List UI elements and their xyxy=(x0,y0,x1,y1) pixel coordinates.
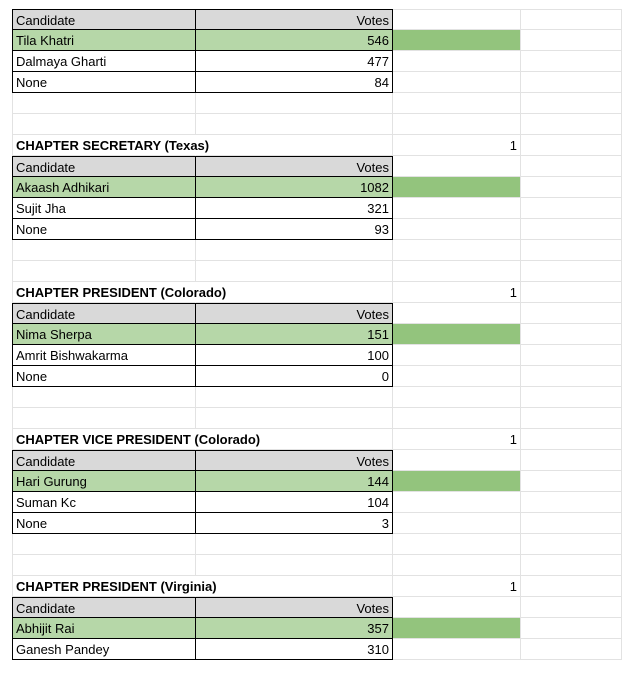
winner-marker-cell[interactable] xyxy=(393,177,521,198)
winner-marker-cell[interactable] xyxy=(393,30,521,51)
blank-row xyxy=(0,240,641,261)
empty-cell[interactable] xyxy=(393,513,521,534)
empty-cell[interactable] xyxy=(196,555,393,576)
empty-cell[interactable] xyxy=(12,534,196,555)
votes-cell[interactable]: 310 xyxy=(196,639,393,660)
empty-cell[interactable] xyxy=(393,219,521,240)
empty-cell[interactable] xyxy=(393,387,521,408)
candidate-name-cell[interactable]: Tila Khatri xyxy=(12,30,196,51)
table-row xyxy=(0,345,641,366)
table-header-row xyxy=(0,9,641,30)
votes-cell[interactable]: 100 xyxy=(196,345,393,366)
empty-cell[interactable] xyxy=(393,156,521,177)
empty-cell[interactable] xyxy=(521,51,622,72)
empty-cell[interactable] xyxy=(521,429,622,450)
votes-header-cell[interactable]: Votes xyxy=(196,156,393,177)
candidate-name-cell[interactable]: Akaash Adhikari xyxy=(12,177,196,198)
empty-cell[interactable] xyxy=(393,9,521,30)
candidate-name-cell[interactable]: None xyxy=(12,366,196,387)
winner-row xyxy=(0,30,641,51)
section-title[interactable]: CHAPTER VICE PRESIDENT (Colorado) xyxy=(12,429,196,450)
votes-cell[interactable]: 3 xyxy=(196,513,393,534)
empty-cell[interactable] xyxy=(521,513,622,534)
votes-cell[interactable]: 477 xyxy=(196,51,393,72)
empty-cell[interactable] xyxy=(393,51,521,72)
empty-cell[interactable] xyxy=(12,555,196,576)
empty-cell[interactable] xyxy=(393,114,521,135)
candidate-header-cell[interactable]: Candidate xyxy=(12,9,196,30)
empty-cell[interactable] xyxy=(521,534,622,555)
empty-cell[interactable] xyxy=(196,240,393,261)
candidate-name-cell[interactable]: Ganesh Pandey xyxy=(12,639,196,660)
empty-cell[interactable] xyxy=(393,639,521,660)
section-title[interactable]: CHAPTER PRESIDENT (Colorado) xyxy=(12,282,196,303)
empty-cell[interactable] xyxy=(521,387,622,408)
blank-row xyxy=(0,93,641,114)
empty-cell[interactable] xyxy=(393,597,521,618)
empty-cell[interactable] xyxy=(521,135,622,156)
section-title-row xyxy=(0,576,641,597)
votes-header-cell[interactable]: Votes xyxy=(196,597,393,618)
empty-cell[interactable] xyxy=(196,534,393,555)
candidate-name-cell[interactable]: Nima Sherpa xyxy=(12,324,196,345)
section-flag-cell[interactable]: 1 xyxy=(393,576,521,597)
empty-cell[interactable] xyxy=(521,408,622,429)
winner-marker-cell[interactable] xyxy=(393,618,521,639)
blank-row xyxy=(0,387,641,408)
candidate-header-cell[interactable]: Candidate xyxy=(12,303,196,324)
empty-cell[interactable] xyxy=(393,408,521,429)
empty-cell[interactable] xyxy=(393,534,521,555)
empty-cell[interactable] xyxy=(12,408,196,429)
candidate-name-cell[interactable]: None xyxy=(12,513,196,534)
votes-cell[interactable]: 357 xyxy=(196,618,393,639)
votes-header-cell[interactable]: Votes xyxy=(196,9,393,30)
empty-cell[interactable] xyxy=(521,198,622,219)
table-row xyxy=(0,639,641,660)
winner-marker-cell[interactable] xyxy=(393,471,521,492)
empty-cell[interactable] xyxy=(521,345,622,366)
empty-cell[interactable] xyxy=(521,324,622,345)
votes-header-cell[interactable]: Votes xyxy=(196,303,393,324)
candidate-name-cell[interactable]: Dalmaya Gharti xyxy=(12,51,196,72)
empty-cell[interactable] xyxy=(521,261,622,282)
empty-cell[interactable] xyxy=(12,114,196,135)
candidate-name-cell[interactable]: None xyxy=(12,219,196,240)
table-row xyxy=(0,366,641,387)
empty-cell[interactable] xyxy=(521,303,622,324)
empty-cell[interactable] xyxy=(521,618,622,639)
votes-cell[interactable]: 93 xyxy=(196,219,393,240)
votes-cell[interactable]: 144 xyxy=(196,471,393,492)
votes-cell[interactable]: 1082 xyxy=(196,177,393,198)
section-title[interactable]: CHAPTER SECRETARY (Texas) xyxy=(12,135,196,156)
candidate-name-cell[interactable]: Abhijit Rai xyxy=(12,618,196,639)
empty-cell[interactable] xyxy=(12,240,196,261)
blank-row xyxy=(0,534,641,555)
table-header-row xyxy=(0,303,641,324)
winner-row xyxy=(0,177,641,198)
empty-cell[interactable] xyxy=(12,93,196,114)
section-title-row xyxy=(0,282,641,303)
table-header-row xyxy=(0,156,641,177)
empty-cell[interactable] xyxy=(196,135,393,156)
votes-header-cell[interactable]: Votes xyxy=(196,450,393,471)
votes-cell[interactable]: 0 xyxy=(196,366,393,387)
votes-cell[interactable]: 546 xyxy=(196,30,393,51)
table-row xyxy=(0,513,641,534)
empty-cell[interactable] xyxy=(12,261,196,282)
empty-cell[interactable] xyxy=(521,156,622,177)
section-flag-cell[interactable]: 1 xyxy=(393,282,521,303)
votes-cell[interactable]: 151 xyxy=(196,324,393,345)
empty-cell[interactable] xyxy=(521,114,622,135)
empty-cell[interactable] xyxy=(196,114,393,135)
empty-cell[interactable] xyxy=(393,366,521,387)
empty-cell[interactable] xyxy=(521,576,622,597)
empty-cell[interactable] xyxy=(521,30,622,51)
empty-cell[interactable] xyxy=(196,93,393,114)
empty-cell[interactable] xyxy=(521,9,622,30)
winner-row xyxy=(0,618,641,639)
empty-cell[interactable] xyxy=(393,492,521,513)
candidate-header-cell[interactable]: Candidate xyxy=(12,597,196,618)
empty-cell[interactable] xyxy=(521,177,622,198)
empty-cell[interactable] xyxy=(393,261,521,282)
empty-cell[interactable] xyxy=(521,366,622,387)
blank-row xyxy=(0,555,641,576)
empty-cell[interactable] xyxy=(196,261,393,282)
empty-cell[interactable] xyxy=(521,492,622,513)
candidate-name-cell[interactable]: Hari Gurung xyxy=(12,471,196,492)
candidate-header-cell[interactable]: Candidate xyxy=(12,450,196,471)
votes-cell[interactable]: 321 xyxy=(196,198,393,219)
empty-cell[interactable] xyxy=(521,282,622,303)
empty-cell[interactable] xyxy=(393,240,521,261)
empty-cell[interactable] xyxy=(12,387,196,408)
candidate-name-cell[interactable]: Suman Kc xyxy=(12,492,196,513)
empty-cell[interactable] xyxy=(393,555,521,576)
empty-cell[interactable] xyxy=(393,93,521,114)
section-title-row xyxy=(0,135,641,156)
empty-cell[interactable] xyxy=(393,450,521,471)
empty-cell[interactable] xyxy=(196,387,393,408)
section-flag-cell[interactable]: 1 xyxy=(393,429,521,450)
empty-cell[interactable] xyxy=(521,93,622,114)
empty-cell[interactable] xyxy=(196,408,393,429)
winner-marker-cell[interactable] xyxy=(393,324,521,345)
votes-cell[interactable]: 84 xyxy=(196,72,393,93)
empty-cell[interactable] xyxy=(196,429,393,450)
blank-row xyxy=(0,114,641,135)
table-row xyxy=(0,198,641,219)
table-header-row xyxy=(0,597,641,618)
empty-cell[interactable] xyxy=(521,240,622,261)
empty-cell[interactable] xyxy=(393,72,521,93)
section-title[interactable]: CHAPTER PRESIDENT (Virginia) xyxy=(12,576,196,597)
empty-cell[interactable] xyxy=(196,576,393,597)
empty-cell[interactable] xyxy=(521,597,622,618)
candidate-name-cell[interactable]: None xyxy=(12,72,196,93)
candidate-header-cell[interactable]: Candidate xyxy=(12,156,196,177)
empty-cell[interactable] xyxy=(393,345,521,366)
blank-row xyxy=(0,408,641,429)
winner-row xyxy=(0,471,641,492)
empty-cell[interactable] xyxy=(521,72,622,93)
votes-cell[interactable]: 104 xyxy=(196,492,393,513)
winner-row xyxy=(0,324,641,345)
table-row xyxy=(0,72,641,93)
table-row xyxy=(0,219,641,240)
section-title-row xyxy=(0,429,641,450)
empty-cell[interactable] xyxy=(521,639,622,660)
empty-cell[interactable] xyxy=(521,555,622,576)
section-flag-cell[interactable]: 1 xyxy=(393,135,521,156)
empty-cell[interactable] xyxy=(393,198,521,219)
empty-cell[interactable] xyxy=(393,303,521,324)
empty-cell[interactable] xyxy=(521,450,622,471)
candidate-name-cell[interactable]: Amrit Bishwakarma xyxy=(12,345,196,366)
blank-row xyxy=(0,261,641,282)
table-row xyxy=(0,492,641,513)
empty-cell[interactable] xyxy=(521,219,622,240)
candidate-name-cell[interactable]: Sujit Jha xyxy=(12,198,196,219)
table-header-row xyxy=(0,450,641,471)
table-row xyxy=(0,51,641,72)
empty-cell[interactable] xyxy=(196,282,393,303)
empty-cell[interactable] xyxy=(521,471,622,492)
